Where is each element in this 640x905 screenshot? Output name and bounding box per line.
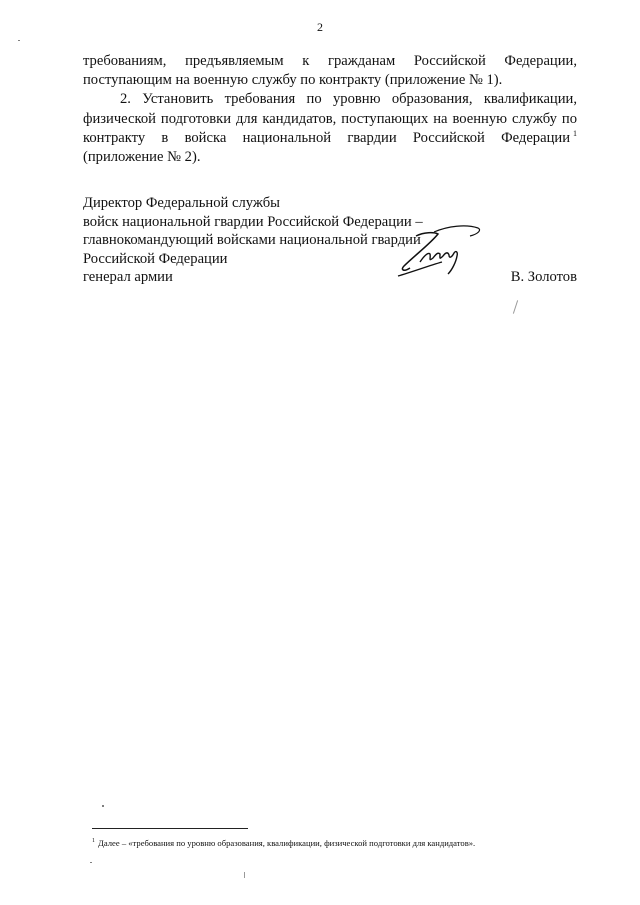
- signature-block: [83, 194, 577, 287]
- scan-speck: [513, 300, 518, 314]
- footnote-reference: 1: [573, 128, 577, 138]
- footnote-separator: [92, 828, 248, 829]
- document-body: [83, 52, 577, 167]
- footnote-text: Далее – «требования по уровню образования, квалификации, физической подготовки для кандидатов».: [98, 837, 476, 848]
- signatory-title-line-2: войск национальной гвардии Российской Федерации –: [83, 213, 423, 230]
- scan-speck: [244, 872, 245, 878]
- signatory-name: В. Золотов: [510, 269, 577, 285]
- footnote: [92, 836, 592, 849]
- paragraph-1: требованиям, предъявляемым к гражданам Российской Федерации, поступающим на военную службу по контракту (приложение № 1).: [83, 53, 577, 89]
- scan-speck: [18, 40, 20, 41]
- page-number: 2: [317, 20, 323, 34]
- handwritten-signature-icon: [390, 222, 485, 284]
- signatory-title-line-4: Российской Федерации: [83, 250, 228, 267]
- signatory-title-line-3: главнокомандующий войсками национальной гвардии: [83, 232, 421, 249]
- paragraph-2: [83, 90, 577, 167]
- paragraph-2-text: 2. Установить требования по уровню образования, квалификации, физической подготовки для кандидатов, поступающих на военную службу по контракту в войска национальной гвардии Российской Федерации: [83, 91, 577, 146]
- signatory-rank: генерал армии: [83, 269, 173, 286]
- paragraph-2-tail: (приложение № 2).: [83, 149, 201, 166]
- scan-speck: [102, 805, 104, 807]
- signatory-title-line-1: Директор Федеральной службы: [83, 195, 280, 211]
- footnote-marker: 1: [92, 838, 95, 844]
- scan-speck: [90, 862, 92, 863]
